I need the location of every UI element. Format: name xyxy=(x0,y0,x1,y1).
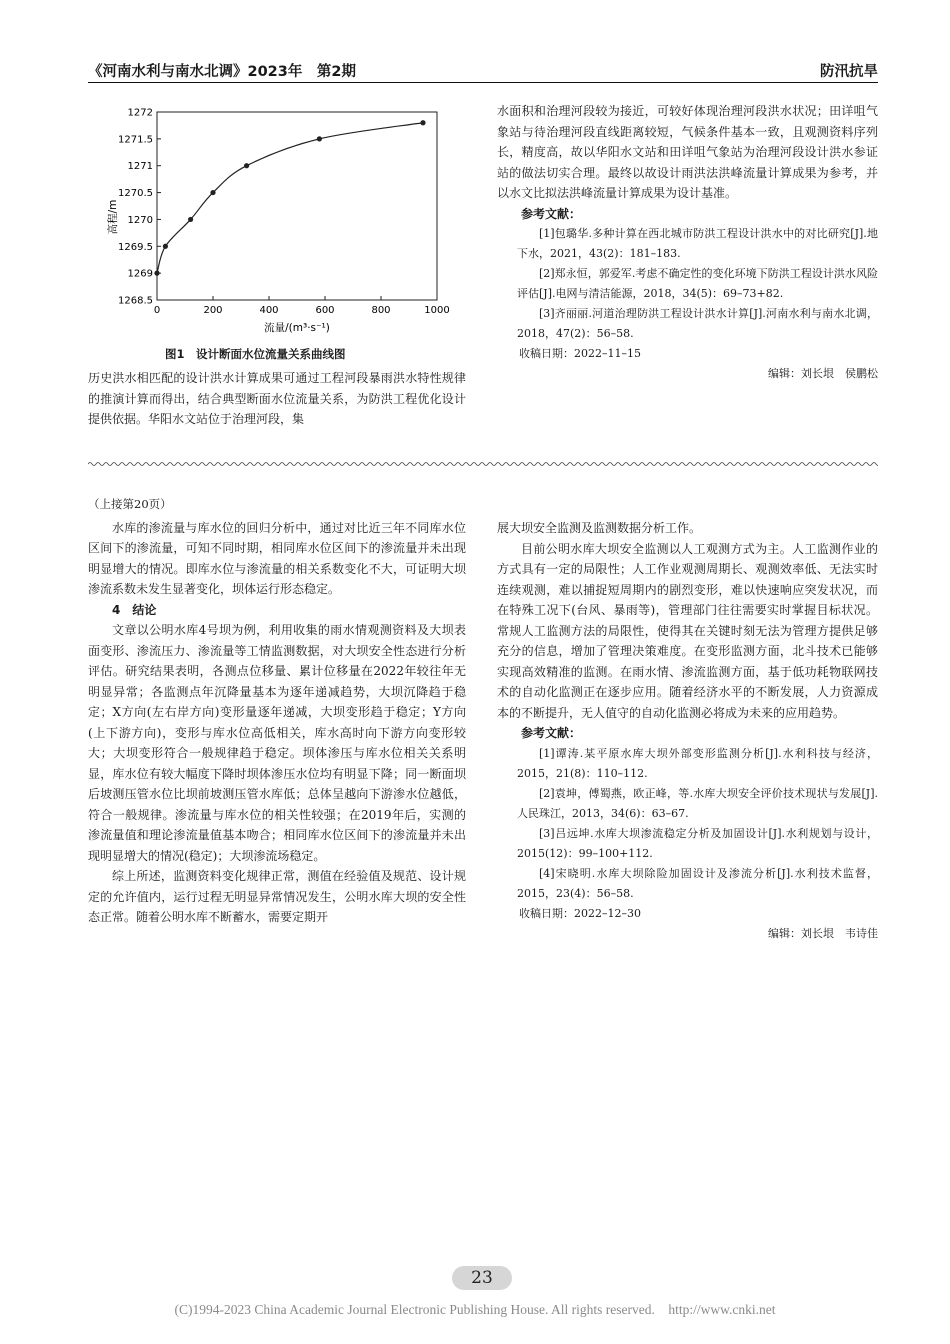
reference-item: [3]齐丽丽.河道治理防洪工程设计洪水计算[J].河南水利与南水北调，2018，47(2)：56–58. xyxy=(517,307,878,340)
received-date: 收稿日期：2022–12–30 xyxy=(519,906,641,920)
top-left-paragraph: 历史洪水相匹配的设计洪水计算成果可通过工程河段暴雨洪水特性规律的推演计算而得出，结合典型断面水位流量关系，为防洪工程优化设计提供依据。华阳水文站位于治理河段，集 xyxy=(88,371,466,426)
editor-credit: 编辑：刘长垠 韦诗佳 xyxy=(768,926,878,940)
data-point xyxy=(317,136,322,141)
top-right-column xyxy=(497,101,878,384)
y-tick-label: 1271.5 xyxy=(118,134,153,146)
paragraph: 展大坝安全监测及监测数据分析工作。 xyxy=(497,521,702,535)
x-tick-label: 0 xyxy=(153,305,161,316)
data-point xyxy=(154,271,159,276)
series-line xyxy=(157,123,423,273)
wavy-divider xyxy=(88,460,878,468)
references-title: 参考文献： xyxy=(521,206,582,221)
references-list xyxy=(497,744,878,944)
editor-credit: 编辑：刘长垠 侯鹏松 xyxy=(768,367,878,380)
bottom-right-column xyxy=(497,518,878,944)
y-axis-label: 高程/m xyxy=(107,199,119,235)
chart-axes xyxy=(157,112,437,300)
references-list xyxy=(497,224,878,384)
y-tick-label: 1272 xyxy=(127,107,153,119)
y-tick-label: 1270 xyxy=(127,214,153,226)
y-tick-label: 1268.5 xyxy=(118,295,153,307)
chart-ticks xyxy=(118,108,450,317)
data-point xyxy=(244,163,249,168)
chart-series xyxy=(154,120,425,276)
reference-item: [4]宋晓明.水库大坝除险加固设计及渗流分析[J].水利技术监督，2015，23(4)：56–58. xyxy=(517,866,878,900)
reference-item: [3]吕远坤.水库大坝渗流稳定分析及加固设计[J].水利规划与设计，2015(12)：99–100+112. xyxy=(517,826,878,860)
plot-frame xyxy=(157,112,437,300)
copyright-notice: (C)1994-2023 China Academic Journal Electronic Publishing House. All rights reserved. http://www.cnki.net xyxy=(174,1302,776,1317)
reference-item: [2]郑永恒，郭爱军.考虑不确定性的变化环境下防洪工程设计洪水风险评估[J].电网与清洁能源，2018，34(5)：69–73+82. xyxy=(517,267,878,300)
paragraph: 文章以公明水库4号坝为例，利用收集的雨水情观测资料及大坝表面变形、渗流压力、渗流量等工情监测数据，对大坝安全性态进行分析评估。研究结果表明，各测点位移量、累计位移量在2022年较往年无明显异常；各监测点年沉降量基本为逐年递减趋势，大坝沉降趋于稳定；X方向(左右岸方向)变形量逐年递减，大坝变形趋于稳定；Y方向(上下游方向)，变形与库水位高低相关，库水高时向下游方向变形较大；大坝变形符合一般规律趋于稳定。坝体渗压与库水位相关关系明显，库水位有较大幅度下降时坝体渗压水位均有明显下降；同一断面坝后坡测压管水位比坝前坡测压管水库低；总体呈越向下游渗水位越低，符合一般规律。渗流量与库水位的相关性较强；在2019年后，实测的渗流量值和理论渗流量值基本吻合；相同库水位区间下的渗流量并未出现明显增大的情况(稳定)；大坝渗流场稳定。 xyxy=(88,623,466,863)
header-rule xyxy=(88,82,878,83)
page-number: 23 xyxy=(452,1266,512,1290)
reference-item: [1]包璐华.多种计算在西北城市防洪工程设计洪水中的对比研究[J].地下水，2021，43(2)：181–183. xyxy=(517,227,878,260)
x-tick-label: 800 xyxy=(371,305,391,316)
x-axis-label: 流量/(m³·s⁻¹) xyxy=(264,322,330,334)
data-point xyxy=(210,190,215,195)
data-point xyxy=(188,217,193,222)
data-point xyxy=(420,120,425,125)
paragraph: 综上所述，监测资料变化规律正常，测值在经验值及规范、设计规定的允许值内，运行过程无明显异常情况发生，公明水库大坝的安全性态正常。随着公明水库不断蓄水，需要定期开 xyxy=(88,869,466,924)
x-tick-label: 600 xyxy=(315,305,335,316)
references-title: 参考文献： xyxy=(521,726,582,740)
received-date: 收稿日期：2022–11–15 xyxy=(519,347,641,360)
top-left-column xyxy=(88,368,466,430)
section-heading: 4 结论 xyxy=(112,602,157,617)
top-right-paragraph: 水面积和治理河段较为接近，可较好体现治理河段洪水状况；田详咀气象站与待治理河段直线距离较短，气候条件基本一致，且观测资料序列长，精度高，故以华阳水文站和田详咀气象站为治理河段设计洪水参证站的做法切实合理。最终以故设计雨洪法洪峰流量计算成果为参考，并以水文比拟法洪峰流量计算成果为设计基准。 xyxy=(497,104,878,200)
y-tick-label: 1271 xyxy=(127,161,153,173)
bottom-left-column xyxy=(88,494,466,928)
y-tick-label: 1270.5 xyxy=(118,188,153,200)
paragraph: 水库的渗流量与库水位的回归分析中，通过对比近三年不同库水位区间下的渗流量，可知不同时期，相同库水位区间下的渗流量并未出现明显增大的情况。即库水位与渗流量的相关系数变化不大，可证明大坝渗流系数未发生显著变化，坝体运行形态稳定。 xyxy=(88,520,466,596)
section-header: 防汛抗旱 xyxy=(820,64,878,80)
paragraph: 目前公明水库大坝安全监测以人工观测方式为主。人工监测作业的方式具有一定的局限性；人工作业观测周期长、观测效率低、无法实时连续观测，难以捕捉短周期内的剧烈变形，难以快速响应突发状况，而在特殊工况下(台风、暴雨等)，管理部门往往需要实时掌握目标状况。常规人工监测方法的局限性，使得其在关键时刻无法为管理方提供足够充分的信息，增加了管理决策难度。在变形监测方面，北斗技术已能够实现高效精准的监测。在雨水情、渗流监测方面，基于低功耗物联网技术的自动化监测正在逐步应用。随着经济水平的不断发展，人力资源成本的不断提升，无人值守的自动化监测必将成为未来的应用趋势。 xyxy=(497,541,878,720)
water-level-discharge-chart xyxy=(100,100,460,340)
journal-header: 《河南水利与南水北调》2023年 第2期 xyxy=(88,64,356,80)
y-tick-label: 1269 xyxy=(127,268,153,280)
reference-item: [2]袁坤，傅蜀燕，欧正峰，等.水库大坝安全评价技术现状与发展[J].人民珠江，2013，34(6)：63–67. xyxy=(517,786,878,820)
reference-item: [1]谭涛.某平原水库大坝外部变形监测分析[J].水利科技与经济，2015，21(8)：110–112. xyxy=(517,746,878,780)
x-tick-label: 1000 xyxy=(424,305,450,316)
data-point xyxy=(163,244,168,249)
x-tick-label: 400 xyxy=(259,305,279,316)
y-tick-label: 1269.5 xyxy=(118,241,153,253)
x-tick-label: 200 xyxy=(203,305,223,316)
continued-note: （上接第20页） xyxy=(88,497,172,511)
figure-caption: 图1 设计断面水位流量关系曲线图 xyxy=(165,347,346,361)
